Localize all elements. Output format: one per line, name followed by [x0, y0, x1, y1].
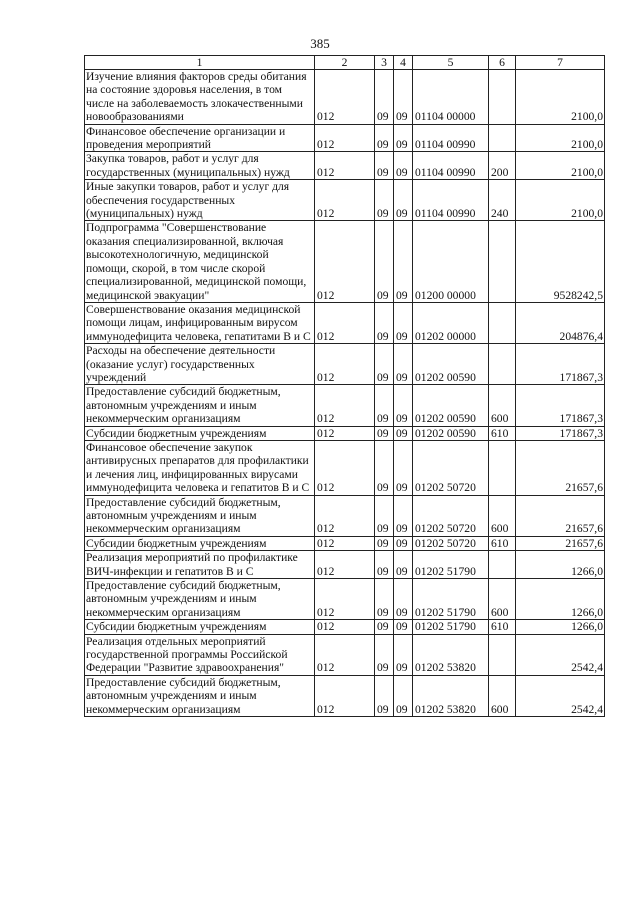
section-code-cell: 09 [375, 221, 394, 302]
item-name-cell: Субсидии бюджетным учреждениям [85, 536, 315, 550]
amount-cell: 2100,0 [516, 70, 605, 125]
expense-type-code-cell: 240 [489, 180, 516, 221]
ministry-code-cell: 012 [315, 440, 375, 495]
amount-cell: 1266,0 [516, 620, 605, 634]
table-header-row [85, 56, 605, 70]
table-row [85, 152, 605, 180]
column-header: 3 [375, 56, 394, 70]
expense-type-code-cell: 600 [489, 675, 516, 716]
item-name-cell: Подпрограмма "Совершенствование оказания специализированной, включая высокотехнологичную, медицинской помощи, скорой, в том числе скорой специализированной, медицинской помощи, медицинской эвакуации" [85, 221, 315, 302]
table-row [85, 620, 605, 634]
ministry-code-cell: 012 [315, 536, 375, 550]
amount-cell: 21657,6 [516, 536, 605, 550]
amount-cell: 204876,4 [516, 302, 605, 343]
target-article-code-cell: 01202 00000 [413, 302, 489, 343]
section-code-cell: 09 [375, 152, 394, 180]
amount-cell: 171867,3 [516, 426, 605, 440]
subsection-code-cell: 09 [394, 385, 413, 426]
subsection-code-cell: 09 [394, 124, 413, 152]
expense-type-code-cell: 610 [489, 426, 516, 440]
target-article-code-cell: 01104 00990 [413, 180, 489, 221]
target-article-code-cell: 01202 53820 [413, 675, 489, 716]
column-header: 6 [489, 56, 516, 70]
ministry-code-cell: 012 [315, 302, 375, 343]
target-article-code-cell: 01104 00990 [413, 124, 489, 152]
table-row [85, 70, 605, 125]
section-code-cell: 09 [375, 495, 394, 536]
section-code-cell: 09 [375, 551, 394, 579]
ministry-code-cell: 012 [315, 70, 375, 125]
item-name-cell: Предоставление субсидий бюджетным, автономным учреждениям и иным некоммерческим организациям [85, 495, 315, 536]
ministry-code-cell: 012 [315, 620, 375, 634]
ministry-code-cell: 012 [315, 221, 375, 302]
item-name-cell: Совершенствование оказания медицинской помощи лицам, инфицированным вирусом иммунодефицита человека, гепатитами В и С [85, 302, 315, 343]
subsection-code-cell: 09 [394, 426, 413, 440]
subsection-code-cell: 09 [394, 551, 413, 579]
target-article-code-cell: 01202 50720 [413, 495, 489, 536]
table-row [85, 495, 605, 536]
ministry-code-cell: 012 [315, 495, 375, 536]
section-code-cell: 09 [375, 634, 394, 675]
expense-type-code-cell [489, 440, 516, 495]
column-header: 7 [516, 56, 605, 70]
amount-cell: 2100,0 [516, 152, 605, 180]
section-code-cell: 09 [375, 675, 394, 716]
ministry-code-cell: 012 [315, 385, 375, 426]
expense-type-code-cell [489, 221, 516, 302]
table-row [85, 536, 605, 550]
target-article-code-cell: 01202 50720 [413, 440, 489, 495]
amount-cell: 171867,3 [516, 344, 605, 385]
subsection-code-cell: 09 [394, 180, 413, 221]
subsection-code-cell: 09 [394, 221, 413, 302]
item-name-cell: Закупка товаров, работ и услуг для государственных (муниципальных) нужд [85, 152, 315, 180]
table-body [85, 70, 605, 717]
expense-type-code-cell [489, 344, 516, 385]
target-article-code-cell: 01202 51790 [413, 579, 489, 620]
subsection-code-cell: 09 [394, 302, 413, 343]
target-article-code-cell: 01202 51790 [413, 551, 489, 579]
subsection-code-cell: 09 [394, 634, 413, 675]
section-code-cell: 09 [375, 344, 394, 385]
page-number: 385 [310, 36, 330, 51]
section-code-cell: 09 [375, 124, 394, 152]
subsection-code-cell: 09 [394, 579, 413, 620]
amount-cell: 21657,6 [516, 495, 605, 536]
item-name-cell: Предоставление субсидий бюджетным, автономным учреждениям и иным некоммерческим организациям [85, 385, 315, 426]
expense-type-code-cell: 610 [489, 536, 516, 550]
expense-type-code-cell [489, 70, 516, 125]
amount-cell: 1266,0 [516, 579, 605, 620]
table-row [85, 385, 605, 426]
target-article-code-cell: 01202 50720 [413, 536, 489, 550]
target-article-code-cell: 01200 00000 [413, 221, 489, 302]
subsection-code-cell: 09 [394, 344, 413, 385]
target-article-code-cell: 01202 51790 [413, 620, 489, 634]
item-name-cell: Реализация мероприятий по профилактике ВИЧ-инфекции и гепатитов В и С [85, 551, 315, 579]
section-code-cell: 09 [375, 579, 394, 620]
ministry-code-cell: 012 [315, 579, 375, 620]
expense-type-code-cell [489, 302, 516, 343]
ministry-code-cell: 012 [315, 634, 375, 675]
target-article-code-cell: 01202 00590 [413, 344, 489, 385]
table-row [85, 675, 605, 716]
ministry-code-cell: 012 [315, 180, 375, 221]
expense-type-code-cell: 200 [489, 152, 516, 180]
subsection-code-cell: 09 [394, 152, 413, 180]
amount-cell: 9528242,5 [516, 221, 605, 302]
ministry-code-cell: 012 [315, 675, 375, 716]
table-row [85, 302, 605, 343]
table-row [85, 344, 605, 385]
section-code-cell: 09 [375, 620, 394, 634]
table-row [85, 634, 605, 675]
expense-type-code-cell [489, 551, 516, 579]
ministry-code-cell: 012 [315, 152, 375, 180]
table-row [85, 551, 605, 579]
expense-type-code-cell [489, 634, 516, 675]
section-code-cell: 09 [375, 385, 394, 426]
expense-type-code-cell: 610 [489, 620, 516, 634]
subsection-code-cell: 09 [394, 620, 413, 634]
expense-type-code-cell [489, 124, 516, 152]
table-row [85, 440, 605, 495]
column-header: 1 [85, 56, 315, 70]
item-name-cell: Предоставление субсидий бюджетным, автономным учреждениям и иным некоммерческим организациям [85, 579, 315, 620]
expense-type-code-cell: 600 [489, 495, 516, 536]
section-code-cell: 09 [375, 536, 394, 550]
table-row [85, 124, 605, 152]
item-name-cell: Расходы на обеспечение деятельности (оказание услуг) государственных учреждений [85, 344, 315, 385]
item-name-cell: Иные закупки товаров, работ и услуг для обеспечения государственных (муниципальных) нужд [85, 180, 315, 221]
target-article-code-cell: 01104 00000 [413, 70, 489, 125]
amount-cell: 2542,4 [516, 675, 605, 716]
budget-table [84, 55, 605, 717]
item-name-cell: Субсидии бюджетным учреждениям [85, 426, 315, 440]
ministry-code-cell: 012 [315, 344, 375, 385]
subsection-code-cell: 09 [394, 536, 413, 550]
amount-cell: 2100,0 [516, 124, 605, 152]
subsection-code-cell: 09 [394, 440, 413, 495]
subsection-code-cell: 09 [394, 675, 413, 716]
column-header: 2 [315, 56, 375, 70]
section-code-cell: 09 [375, 302, 394, 343]
amount-cell: 1266,0 [516, 551, 605, 579]
target-article-code-cell: 01202 00590 [413, 385, 489, 426]
target-article-code-cell: 01202 00590 [413, 426, 489, 440]
table-row [85, 426, 605, 440]
item-name-cell: Финансовое обеспечение организации и проведения мероприятий [85, 124, 315, 152]
amount-cell: 2100,0 [516, 180, 605, 221]
subsection-code-cell: 09 [394, 70, 413, 125]
column-header: 5 [413, 56, 489, 70]
table-row [85, 180, 605, 221]
section-code-cell: 09 [375, 440, 394, 495]
target-article-code-cell: 01104 00990 [413, 152, 489, 180]
item-name-cell: Предоставление субсидий бюджетным, автономным учреждениям и иным некоммерческим организациям [85, 675, 315, 716]
subsection-code-cell: 09 [394, 495, 413, 536]
table-row [85, 221, 605, 302]
item-name-cell: Субсидии бюджетным учреждениям [85, 620, 315, 634]
expense-type-code-cell: 600 [489, 579, 516, 620]
ministry-code-cell: 012 [315, 551, 375, 579]
column-header: 4 [394, 56, 413, 70]
target-article-code-cell: 01202 53820 [413, 634, 489, 675]
item-name-cell: Изучение влияния факторов среды обитания на состояние здоровья населения, в том числе на заболеваемость злокачественными новообразованиями [85, 70, 315, 125]
amount-cell: 171867,3 [516, 385, 605, 426]
section-code-cell: 09 [375, 426, 394, 440]
item-name-cell: Реализация отдельных мероприятий государственной программы Российской Федерации "Развитие здравоохранения" [85, 634, 315, 675]
item-name-cell: Финансовое обеспечение закупок антивирусных препаратов для профилактики и лечения лиц, инфицированных вирусами иммунодефицита человека и гепатитов В и С [85, 440, 315, 495]
section-code-cell: 09 [375, 180, 394, 221]
section-code-cell: 09 [375, 70, 394, 125]
table-row [85, 579, 605, 620]
ministry-code-cell: 012 [315, 426, 375, 440]
amount-cell: 2542,4 [516, 634, 605, 675]
expense-type-code-cell: 600 [489, 385, 516, 426]
amount-cell: 21657,6 [516, 440, 605, 495]
ministry-code-cell: 012 [315, 124, 375, 152]
